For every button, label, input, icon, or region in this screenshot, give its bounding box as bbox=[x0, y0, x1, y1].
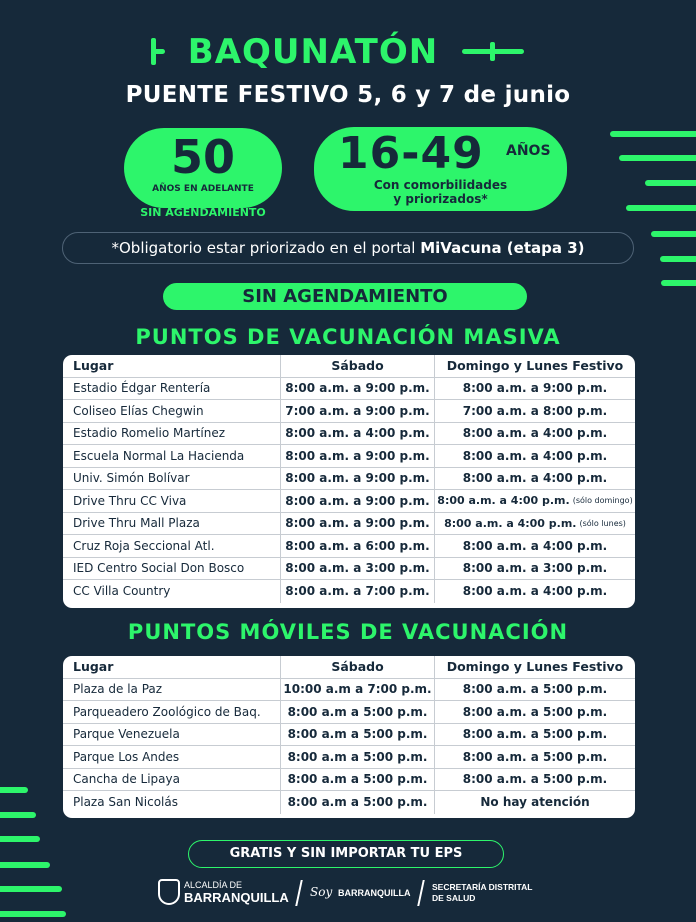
priority-notice bbox=[62, 232, 634, 264]
sunday-monday-hours-cell bbox=[435, 468, 635, 490]
logo-soy-barranquilla: BARRANQUILLA bbox=[338, 888, 411, 898]
sunday-monday-hours-cell bbox=[435, 378, 635, 400]
table-row bbox=[63, 769, 635, 792]
table-row bbox=[63, 746, 635, 769]
cell-text: 8:00 a.m. a 9:00 p.m. bbox=[285, 493, 430, 508]
saturday-hours-cell bbox=[281, 769, 435, 791]
column-header: Lugar bbox=[63, 656, 281, 678]
location-cell bbox=[63, 468, 281, 490]
table-row bbox=[63, 535, 635, 558]
saturday-hours-cell bbox=[281, 400, 435, 422]
sunday-monday-hours-cell bbox=[435, 445, 635, 467]
location-cell bbox=[63, 378, 281, 400]
column-header: Domingo y Lunes Festivo bbox=[446, 659, 624, 675]
age-16-49-description bbox=[314, 178, 567, 206]
cell-text: 8:00 a.m. a 4:00 p.m. bbox=[462, 584, 608, 599]
cell-text: 8:00 a.m. a 4:00 p.m. bbox=[444, 516, 577, 530]
cell-text: 8:00 a.m. a 9:00 p.m. bbox=[285, 448, 430, 463]
cell-text: Parqueadero Zoológico de Baq. bbox=[73, 704, 261, 719]
title-row bbox=[0, 30, 696, 74]
section-title-moviles: PUNTOS MÓVILES DE VACUNACIÓN bbox=[127, 620, 569, 644]
cell-text: 10:00 a.m a 7:00 p.m. bbox=[283, 682, 432, 697]
location-cell bbox=[63, 769, 281, 791]
cell-text: 8:00 a.m. a 9:00 p.m. bbox=[462, 381, 608, 396]
cell-text: 8:00 a.m. a 5:00 p.m. bbox=[462, 772, 608, 787]
table-row bbox=[63, 400, 635, 423]
cell-text: 8:00 a.m. a 4:00 p.m. bbox=[437, 494, 570, 508]
table-row bbox=[63, 423, 635, 446]
saturday-hours-cell bbox=[281, 724, 435, 746]
age-16-49-desc-line2: y priorizados* bbox=[393, 192, 488, 206]
cell-text: 8:00 a.m. a 5:00 p.m. bbox=[462, 704, 608, 719]
cell-text: Drive Thru CC Viva bbox=[73, 493, 187, 508]
cell-text: 8:00 a.m. a 9:00 p.m. bbox=[285, 381, 430, 396]
sunday-monday-hours-cell bbox=[435, 724, 635, 746]
cell-text: 8:00 a.m a 5:00 p.m. bbox=[287, 749, 428, 764]
priority-notice-portal: MiVacuna (etapa 3) bbox=[420, 239, 585, 257]
table-row bbox=[63, 701, 635, 724]
logo-soy: Soy bbox=[310, 885, 333, 899]
logo-secretaria bbox=[432, 882, 532, 904]
location-cell bbox=[63, 679, 281, 701]
cell-text: Drive Thru Mall Plaza bbox=[73, 516, 200, 531]
cell-text: 8:00 a.m. a 3:00 p.m. bbox=[462, 561, 608, 576]
cell-text: Plaza de la Paz bbox=[73, 682, 163, 697]
table-masivos bbox=[63, 355, 635, 608]
column-header: Lugar bbox=[63, 355, 281, 377]
cell-text: 8:00 a.m. a 3:00 p.m. bbox=[285, 561, 430, 576]
sunday-monday-hours-cell bbox=[435, 701, 635, 723]
logos-footer bbox=[150, 878, 550, 908]
cell-text: 8:00 a.m. a 9:00 p.m. bbox=[285, 471, 430, 486]
column-header: Sábado bbox=[281, 656, 435, 678]
location-cell bbox=[63, 701, 281, 723]
subtitle-dates: PUENTE FESTIVO 5, 6 y 7 de junio bbox=[125, 82, 571, 108]
column-header: Domingo y Lunes Festivo bbox=[446, 358, 624, 374]
cell-text: 8:00 a.m a 5:00 p.m. bbox=[287, 795, 428, 810]
cell-text: CC Villa Country bbox=[73, 584, 171, 599]
sunday-monday-hours-cell bbox=[435, 746, 635, 768]
location-cell bbox=[63, 535, 281, 557]
sunday-monday-hours-cell bbox=[435, 769, 635, 791]
priority-notice-text: *Obligatorio estar priorizado en el portal bbox=[111, 239, 421, 257]
sunday-monday-hours-cell bbox=[435, 679, 635, 701]
sunday-monday-hours-cell bbox=[435, 513, 635, 535]
cell-text: 8:00 a.m. a 4:00 p.m. bbox=[462, 448, 608, 463]
table-row bbox=[63, 724, 635, 747]
saturday-hours-cell bbox=[281, 513, 435, 535]
cell-text: IED Centro Social Don Bosco bbox=[73, 561, 245, 576]
cell-text: Univ. Simón Bolívar bbox=[73, 471, 190, 486]
cell-text: Estadio Romelio Martínez bbox=[73, 426, 226, 441]
logo-secretaria-line1: SECRETARÍA DISTRITAL bbox=[432, 882, 533, 892]
cell-text: Cancha de Lipaya bbox=[73, 772, 180, 787]
saturday-hours-cell bbox=[281, 558, 435, 580]
cell-text: 8:00 a.m. a 5:00 p.m. bbox=[462, 749, 608, 764]
saturday-hours-cell bbox=[281, 378, 435, 400]
cell-text: Parque Venezuela bbox=[73, 727, 180, 742]
cell-text: No hay atención bbox=[480, 795, 590, 810]
cell-text: 8:00 a.m a 5:00 p.m. bbox=[287, 704, 428, 719]
cell-footnote: (sólo domingo) bbox=[572, 496, 633, 506]
cell-text: 8:00 a.m. a 5:00 p.m. bbox=[462, 682, 608, 697]
syringe-flange-icon bbox=[490, 42, 495, 61]
cell-text: 7:00 a.m. a 9:00 p.m. bbox=[285, 403, 430, 418]
table-row bbox=[63, 378, 635, 401]
cell-text: 8:00 a.m. a 9:00 p.m. bbox=[285, 516, 430, 531]
table-row bbox=[63, 445, 635, 468]
age-16-49-unit: AÑOS bbox=[506, 143, 551, 159]
cell-text: Escuela Normal La Hacienda bbox=[73, 448, 245, 463]
cell-text: 8:00 a.m. a 4:00 p.m. bbox=[462, 426, 608, 441]
age-50-note: SIN AGENDAMIENTO bbox=[140, 206, 266, 219]
location-cell bbox=[63, 746, 281, 768]
table-header-row bbox=[63, 656, 635, 679]
logo-alcaldia-bottom: BARRANQUILLA bbox=[184, 890, 289, 905]
saturday-hours-cell bbox=[281, 791, 435, 814]
sunday-monday-hours-cell bbox=[435, 423, 635, 445]
cell-text: 8:00 a.m a 5:00 p.m. bbox=[287, 772, 428, 787]
logo-alcaldia-top: ALCALDÍA DE bbox=[184, 880, 243, 890]
cell-text: 8:00 a.m. a 4:00 p.m. bbox=[462, 471, 608, 486]
age-50-label: AÑOS EN ADELANTE bbox=[152, 184, 254, 194]
sunday-monday-hours-cell bbox=[435, 535, 635, 557]
age-50-number: 50 bbox=[170, 130, 235, 184]
sunday-monday-hours-cell bbox=[435, 558, 635, 580]
cell-footnote: (sólo lunes) bbox=[579, 518, 626, 528]
table-row bbox=[63, 558, 635, 581]
table-row bbox=[63, 490, 635, 513]
table-row bbox=[63, 679, 635, 702]
sunday-monday-hours-cell bbox=[435, 400, 635, 422]
cell-text: Estadio Édgar Rentería bbox=[73, 381, 211, 396]
table-row bbox=[63, 513, 635, 536]
location-cell bbox=[63, 558, 281, 580]
location-cell bbox=[63, 423, 281, 445]
cell-text: Coliseo Elías Chegwin bbox=[73, 403, 204, 418]
location-cell bbox=[63, 513, 281, 535]
section-title-masivos: PUNTOS DE VACUNACIÓN MASIVA bbox=[135, 325, 561, 349]
table-moviles bbox=[63, 656, 635, 818]
location-cell bbox=[63, 791, 281, 814]
sunday-monday-hours-cell bbox=[435, 490, 635, 512]
cell-text: 8:00 a.m. a 4:00 p.m. bbox=[285, 426, 430, 441]
saturday-hours-cell bbox=[281, 580, 435, 603]
saturday-hours-cell bbox=[281, 701, 435, 723]
location-cell bbox=[63, 724, 281, 746]
cell-text: 8:00 a.m a 5:00 p.m. bbox=[287, 727, 428, 742]
no-appointment-banner: SIN AGENDAMIENTO bbox=[163, 283, 527, 310]
age-50-badge bbox=[124, 128, 282, 208]
location-cell bbox=[63, 445, 281, 467]
location-cell bbox=[63, 580, 281, 603]
cell-text: Cruz Roja Seccional Atl. bbox=[73, 538, 215, 553]
saturday-hours-cell bbox=[281, 445, 435, 467]
column-header: Sábado bbox=[281, 355, 435, 377]
saturday-hours-cell bbox=[281, 423, 435, 445]
cell-text: 8:00 a.m. a 4:00 p.m. bbox=[462, 538, 608, 553]
saturday-hours-cell bbox=[281, 490, 435, 512]
logo-separator bbox=[417, 880, 424, 906]
saturday-hours-cell bbox=[281, 468, 435, 490]
table-row bbox=[63, 580, 635, 603]
saturday-hours-cell bbox=[281, 746, 435, 768]
cell-text: Parque Los Andes bbox=[73, 749, 180, 764]
age-16-49-badge bbox=[314, 127, 567, 211]
cell-text: 8:00 a.m. a 5:00 p.m. bbox=[462, 727, 608, 742]
table-row bbox=[63, 791, 635, 814]
logo-secretaria-line2: DE SALUD bbox=[432, 893, 476, 903]
cell-text: 7:00 a.m. a 8:00 p.m. bbox=[462, 403, 608, 418]
free-notice: GRATIS Y SIN IMPORTAR TU EPS bbox=[188, 840, 504, 868]
sunday-monday-hours-cell bbox=[435, 580, 635, 603]
age-16-49-number: 16-49 bbox=[338, 128, 484, 179]
location-cell bbox=[63, 490, 281, 512]
page-title: BAQUNATÓN bbox=[187, 32, 439, 72]
saturday-hours-cell bbox=[281, 535, 435, 557]
cell-text: 8:00 a.m. a 7:00 p.m. bbox=[285, 584, 430, 599]
age-16-49-desc-line1: Con comorbilidades bbox=[373, 178, 508, 192]
table-row bbox=[63, 468, 635, 491]
saturday-hours-cell bbox=[281, 679, 435, 701]
cell-text: Plaza San Nicolás bbox=[73, 795, 178, 810]
location-cell bbox=[63, 400, 281, 422]
city-shield-icon bbox=[158, 879, 180, 905]
sunday-monday-hours-cell bbox=[435, 791, 635, 814]
cell-text: 8:00 a.m. a 6:00 p.m. bbox=[285, 538, 430, 553]
table-header-row bbox=[63, 355, 635, 378]
logo-separator bbox=[295, 880, 302, 906]
